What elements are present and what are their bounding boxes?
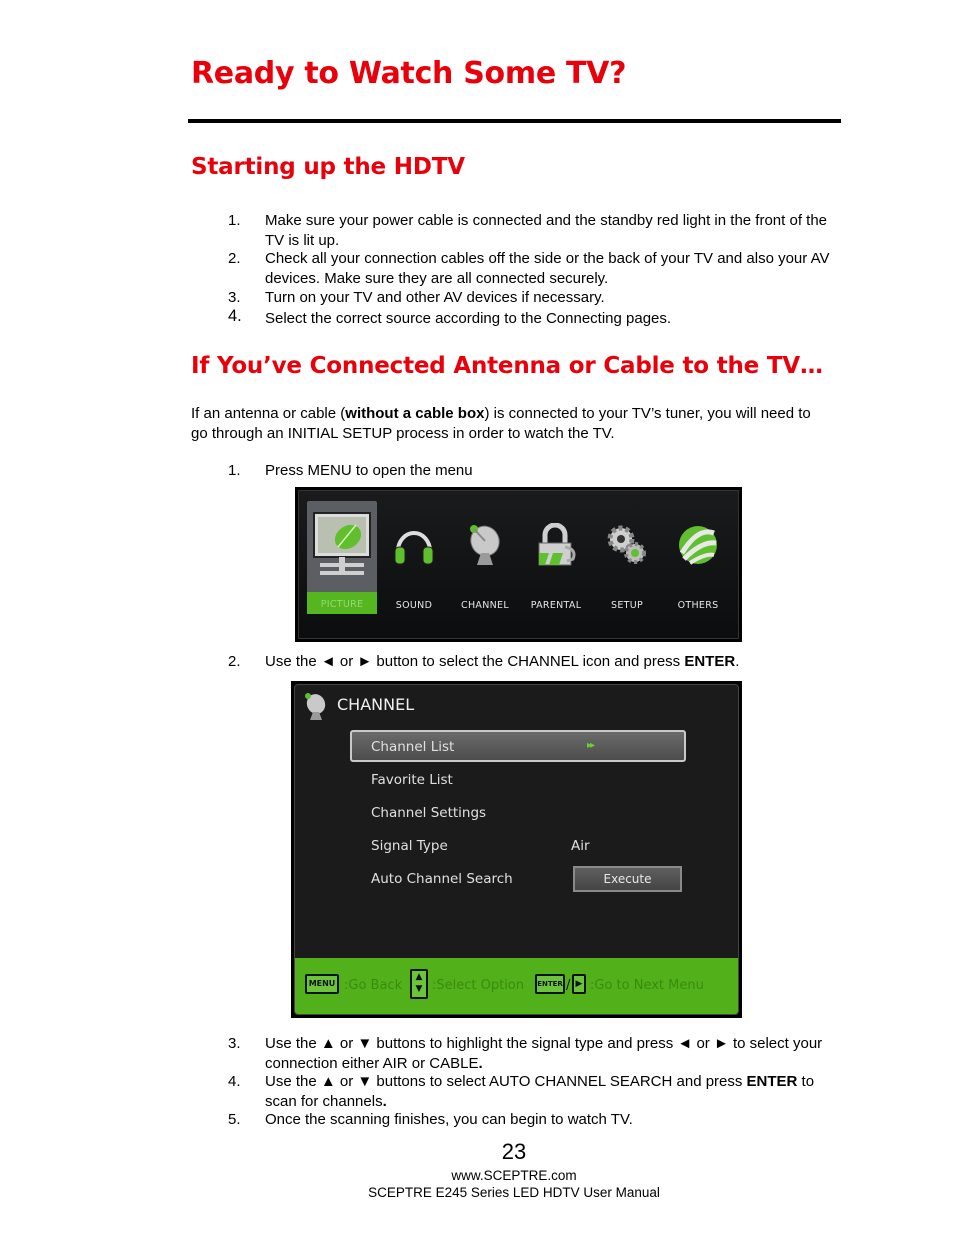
step-number: 5. bbox=[228, 1111, 241, 1128]
step-text: Use the ▲ or ▼ buttons to select AUTO CHANNEL SEARCH and press ENTER to scan for channels. bbox=[265, 1073, 815, 1110]
main-menu-screenshot bbox=[295, 487, 742, 642]
step-text: Select the correct source according to the Connecting pages. bbox=[265, 310, 672, 327]
signal-type-option[interactable]: Signal Type bbox=[371, 838, 448, 854]
up-down-key-icon: ▲ ▼ bbox=[410, 969, 428, 999]
menu-item-label: OTHERS bbox=[677, 600, 719, 611]
footer-manual-title: SCEPTRE E245 Series LED HDTV User Manual bbox=[368, 1185, 660, 1200]
menu-item-label: SETUP bbox=[610, 600, 644, 611]
channel-settings-option[interactable]: Channel Settings bbox=[371, 805, 487, 821]
key-separator: / bbox=[566, 978, 571, 993]
menu-key: MENU bbox=[305, 974, 339, 994]
step-number: 3. bbox=[228, 1035, 241, 1052]
step-number: 1. bbox=[228, 462, 241, 479]
step-number: 1. bbox=[228, 212, 241, 229]
step-number: 2. bbox=[228, 653, 241, 670]
menu-item-label: CHANNEL bbox=[461, 600, 509, 611]
satellite-dish-icon bbox=[301, 691, 331, 726]
channel-menu-screenshot bbox=[291, 681, 742, 1018]
section-heading-startup: Starting up the HDTV bbox=[191, 154, 465, 180]
page-number: 23 bbox=[501, 1139, 527, 1164]
step-text: Make sure your power cable is connected and the standby red light in the front of the TV is lit up. bbox=[265, 212, 828, 249]
step-text: Turn on your TV and other AV devices if necessary. bbox=[265, 289, 605, 306]
page-title: Ready to Watch Some TV? bbox=[191, 56, 627, 91]
double-arrow-right-icon: ▸▸ bbox=[587, 740, 594, 751]
next-menu-hint: :Go to Next Menu bbox=[590, 978, 704, 993]
right-key-icon: ▶ bbox=[572, 974, 586, 994]
step-text: Press MENU to open the menu bbox=[265, 462, 473, 479]
menu-item-parental[interactable] bbox=[521, 501, 591, 611]
step-text: Once the scanning finishes, you can begin to watch TV. bbox=[265, 1111, 633, 1128]
channel-menu-title: CHANNEL bbox=[337, 695, 415, 714]
enter-key: ENTER bbox=[535, 974, 565, 994]
menu-item-label: PICTURE bbox=[320, 599, 364, 610]
satellite-dish-icon bbox=[463, 523, 507, 574]
menu-item-picture[interactable] bbox=[307, 501, 377, 611]
step-number: 4. bbox=[228, 307, 242, 325]
title-divider bbox=[188, 119, 841, 123]
menu-item-label: SOUND bbox=[395, 600, 433, 611]
step-number: 2. bbox=[228, 250, 241, 267]
menu-item-label: PARENTAL bbox=[530, 600, 582, 611]
menu-item-channel[interactable] bbox=[450, 501, 520, 611]
step-number: 4. bbox=[228, 1073, 241, 1090]
auto-channel-search-option[interactable]: Auto Channel Search bbox=[371, 871, 513, 887]
menu-item-sound[interactable] bbox=[379, 501, 449, 611]
gears-icon bbox=[605, 523, 649, 572]
channel-menu-footer bbox=[295, 958, 738, 1014]
footer-url: www.SCEPTRE.com bbox=[451, 1168, 577, 1183]
padlock-icon bbox=[533, 523, 579, 574]
channel-list-option[interactable]: Channel List bbox=[371, 739, 455, 755]
step-text: Use the ◄ or ► button to select the CHANNEL icon and press ENTER. bbox=[265, 653, 740, 670]
step-number: 3. bbox=[228, 289, 241, 306]
picture-icon bbox=[312, 511, 372, 582]
favorite-list-option[interactable]: Favorite List bbox=[371, 772, 453, 788]
menu-item-others[interactable] bbox=[663, 501, 733, 611]
antenna-intro: If an antenna or cable (without a cable box) is connected to your TV’s tuner, you will need to go through an INITIAL SETUP process in order to watch the TV. bbox=[191, 405, 811, 442]
execute-button[interactable]: Execute bbox=[573, 866, 682, 892]
step-text: Check all your connection cables off the side or the back of your TV and also your AV devices. Make sure they are all connected securely. bbox=[265, 250, 830, 287]
menu-item-setup[interactable] bbox=[592, 501, 662, 611]
step-text: Use the ▲ or ▼ buttons to highlight the signal type and press ◄ or ► to select your connection either AIR or CABLE. bbox=[265, 1035, 823, 1072]
signal-type-value[interactable]: Air bbox=[571, 838, 590, 854]
section-heading-antenna: If You’ve Connected Antenna or Cable to the TV… bbox=[191, 353, 823, 379]
go-back-hint: :Go Back bbox=[344, 978, 403, 993]
sphere-icon bbox=[676, 523, 720, 572]
headphones-icon bbox=[392, 523, 436, 572]
select-option-hint: :Select Option bbox=[432, 978, 525, 993]
